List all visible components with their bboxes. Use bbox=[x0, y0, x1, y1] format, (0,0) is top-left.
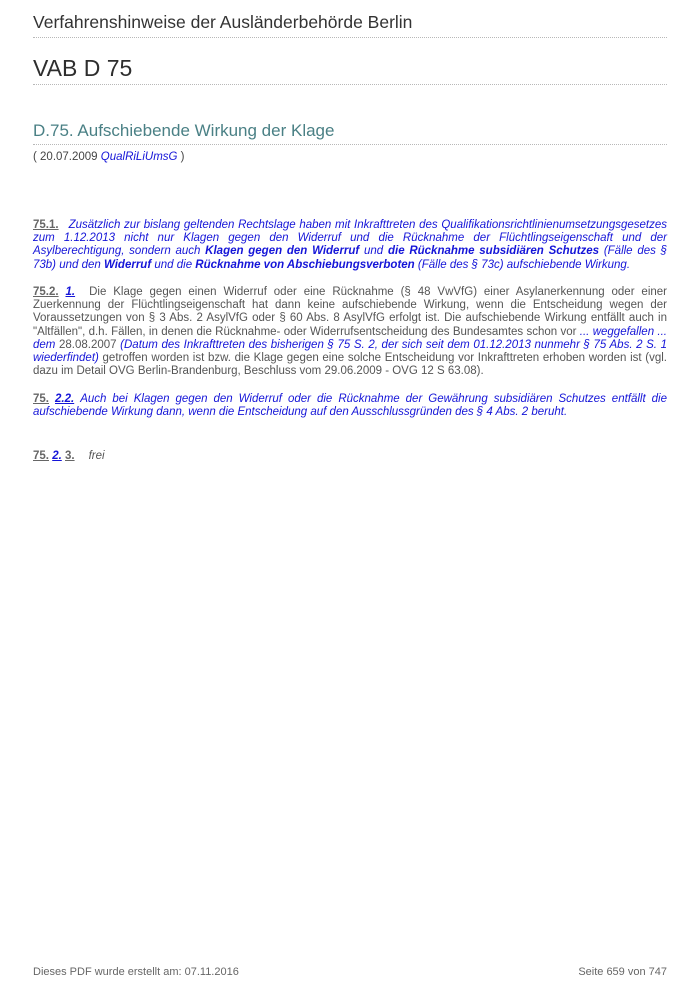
bold-segment: Widerruf bbox=[103, 258, 152, 271]
subparagraph-number[interactable]: 1. bbox=[65, 286, 76, 298]
paragraph-number[interactable]: 75.1. bbox=[33, 219, 59, 231]
text-segment: Die Klage gegen einen Widerruf oder eine Rücknahme (§ 48 VwVfG) einer Asylanerkennung oder einer Zuerkennung der Flüchtlingseigenschaft hat dann keine aufschiebende Wirkung, wenn die Entscheidung wegen der Voraussetzungen von § 3 Abs. 2 AsylVfG oder § 60 Abs. 8 AsylVfG erfolgt ist. Die aufschiebende Wirkung entfällt auch in "Altfällen", d.h. Fällen, in denen die Rücknahme- oder Widerrufsentscheidung des Bundesamtes schon vor bbox=[33, 286, 667, 338]
text-segment: getroffen worden ist bzw. die Klage gegen eine solche Entscheidung vor Inkrafttreten erhoben worden ist (vgl. dazu im Detail OVG Berlin-Brandenburg, Beschluss vom 29.06.2009 - OVG 12 S 63.08). bbox=[33, 352, 667, 378]
subparagraph-number[interactable]: 2.2. bbox=[55, 393, 75, 405]
amendment-note: (Datum des Inkrafttreten des bisherigen § 75 S. 2, der sich seit dem 01.12.2013 nunmehr § 75 Abs. 2 S. 1 wiederfindet) bbox=[33, 338, 668, 365]
removed-text-note: ... weggefallen ... dem bbox=[33, 325, 667, 351]
text-segment: und bbox=[359, 245, 388, 258]
subparagraph-number[interactable]: 3. bbox=[65, 450, 75, 462]
paragraph-75-2-3 bbox=[33, 450, 667, 463]
doc-id-divider bbox=[33, 84, 667, 85]
paragraph-75-1 bbox=[33, 219, 667, 272]
date-close: ) bbox=[177, 151, 185, 163]
paragraph-text bbox=[33, 219, 667, 271]
subparagraph-number[interactable]: 2. bbox=[52, 450, 62, 462]
bold-segment: die Rücknahme subsidiären Schutzes bbox=[387, 245, 600, 258]
section-title: D.75. Aufschiebende Wirkung der Klage bbox=[33, 121, 335, 140]
header-divider bbox=[33, 37, 667, 38]
text-segment: (Fälle des § 73b) und den bbox=[33, 245, 668, 271]
text-segment: und die bbox=[151, 258, 196, 271]
footer-page-number: Seite 659 von 747 bbox=[578, 966, 667, 978]
paragraph-75-2-1 bbox=[33, 286, 667, 378]
footer-created-date: Dieses PDF wurde erstellt am: 07.11.2016 bbox=[33, 966, 239, 978]
paragraph-number[interactable]: 75.2. bbox=[33, 286, 59, 298]
section-divider bbox=[33, 144, 667, 145]
paragraph-75-2-2 bbox=[33, 393, 667, 419]
section-date bbox=[33, 151, 185, 163]
paragraph-number[interactable]: 75. bbox=[33, 393, 49, 405]
document-id: VAB D 75 bbox=[33, 55, 133, 81]
paragraph-text: Auch bei Klagen gegen den Widerruf oder die Rücknahme der Gewährung subsidiären Schutzes entfällt die aufschiebende Wirkung dann, wenn die Entscheidung auf den Ausschlussgründen des § 4 Abs. 2 beruht. bbox=[33, 393, 668, 419]
paragraph-text: frei bbox=[88, 450, 105, 462]
date-open: ( 20.07.2009 bbox=[33, 151, 101, 163]
text-segment: (Fälle des § 73c) aufschiebende Wirkung. bbox=[414, 258, 631, 271]
qualrili-link[interactable]: QualRiLiUmsG bbox=[100, 151, 178, 163]
bold-segment: Klagen gegen den Widerruf bbox=[205, 245, 360, 258]
bold-segment: Rücknahme von Abschiebungsverboten bbox=[195, 258, 415, 271]
paragraph-number[interactable]: 75. bbox=[33, 450, 49, 462]
document-page bbox=[33, 0, 667, 990]
header-title: Verfahrenshinweise der Ausländerbehörde Berlin bbox=[33, 12, 413, 32]
text-segment: 28.08.2007 bbox=[55, 338, 121, 351]
text-segment: Zusätzlich zur bislang geltenden Rechtslage haben mit Inkrafttreten des Qualifikationsrichtlinienumsetzungsgesetzes zum 1.12.2013 nicht nur Klagen gegen den Widerruf und die Rücknahme der Flüchtlingseigenschaft und der Asylberechtigung, sondern auch bbox=[33, 219, 667, 258]
